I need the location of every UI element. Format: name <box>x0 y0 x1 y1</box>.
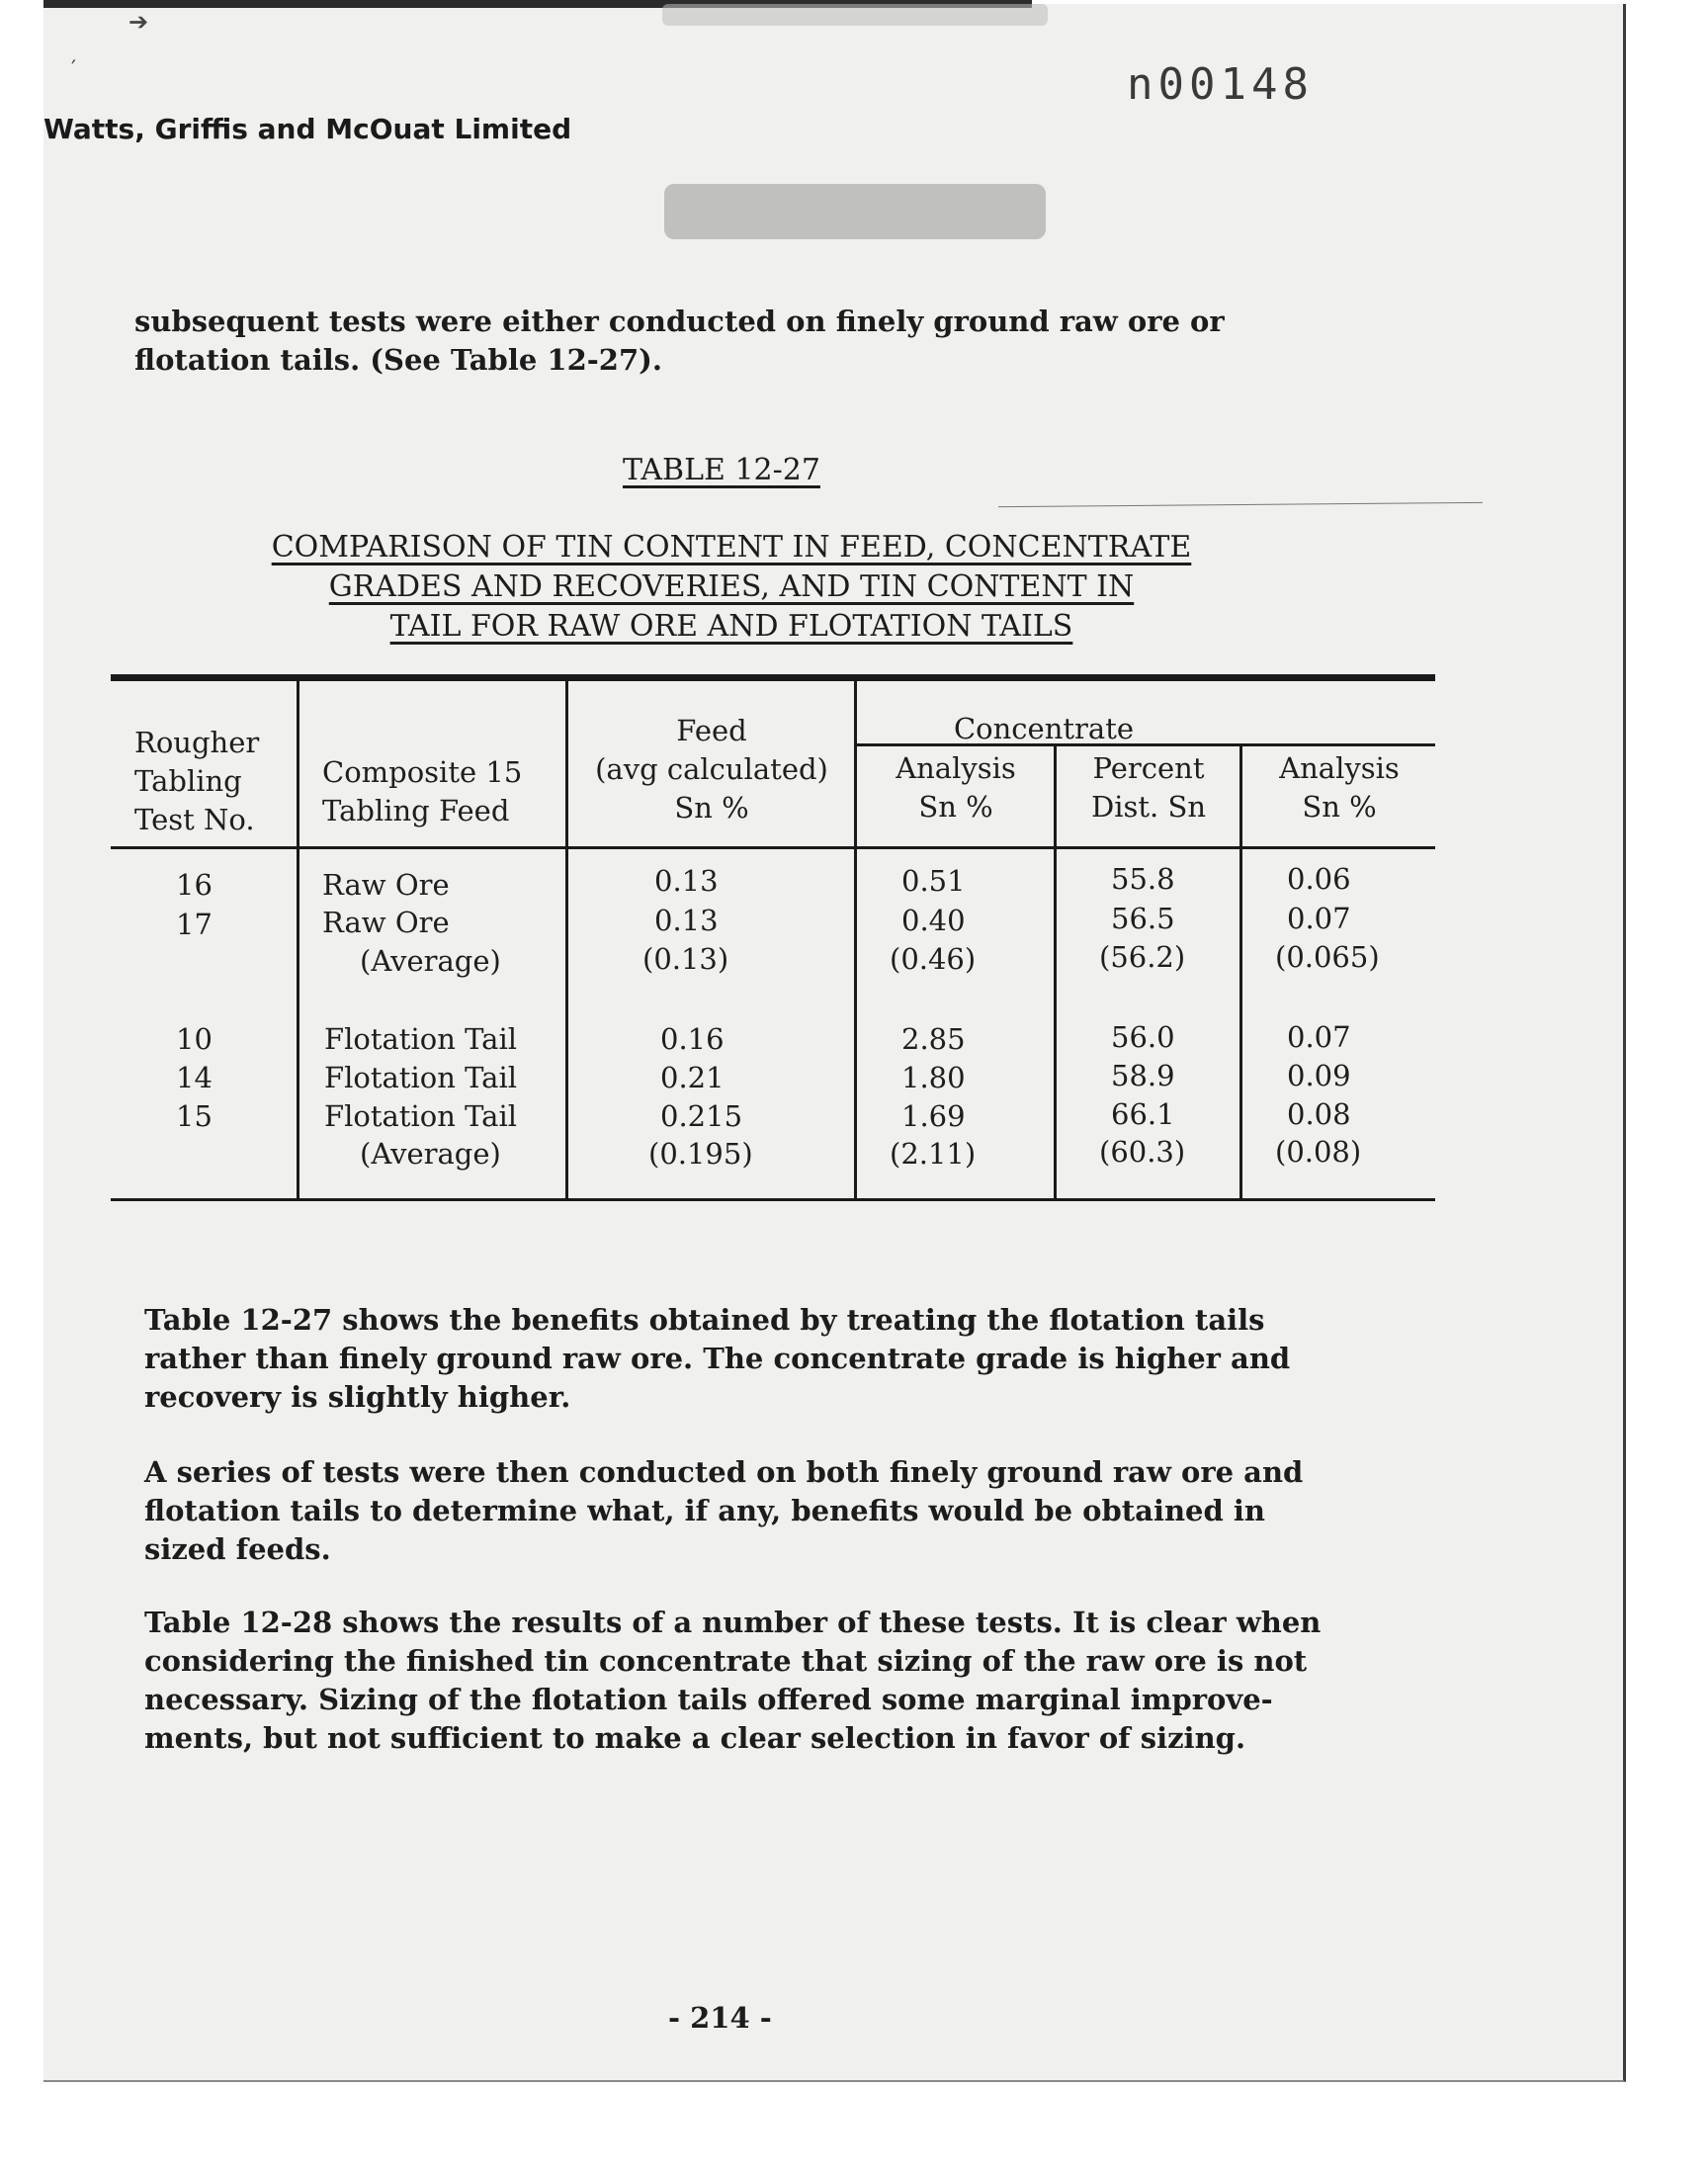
cell-conc: 0.40 <box>901 904 966 937</box>
cell-test: 16 <box>176 868 213 902</box>
scan-smudge <box>664 184 1046 239</box>
cell-conc: 2.85 <box>901 1022 966 1056</box>
header-tail-analysis <box>1243 749 1435 826</box>
body-line: Table 12-27 shows the benefits obtained by treating the flotation tails <box>144 1303 1265 1337</box>
document-number: n00148 <box>1127 59 1314 110</box>
header-text: Sn % <box>1302 790 1377 824</box>
column-divider <box>297 680 299 1200</box>
body-paragraph <box>144 1301 1290 1417</box>
body-line: A series of tests were then conducted on both finely ground raw ore and <box>144 1455 1304 1489</box>
cell-dist: 58.9 <box>1111 1059 1175 1092</box>
cell-feed-type: Raw Ore <box>322 906 450 939</box>
header-text: Sn % <box>918 790 993 824</box>
cell-dist: (56.2) <box>1099 940 1186 974</box>
header-text: Percent <box>1092 751 1205 785</box>
cell-feed-type: (Average) <box>360 944 501 978</box>
header-feed <box>569 712 854 827</box>
cell-tail: 0.09 <box>1287 1059 1351 1092</box>
cell-feed-type: Raw Ore <box>322 868 450 902</box>
table-top-rule <box>111 674 1435 681</box>
cell-feed-type: Flotation Tail <box>324 1022 518 1056</box>
header-text: Tabling <box>134 764 242 798</box>
cell-feed-type: Flotation Tail <box>324 1099 518 1133</box>
column-divider <box>854 680 857 1200</box>
cell-tail: 0.06 <box>1287 862 1351 896</box>
table-title-line: COMPARISON OF TIN CONTENT IN FEED, CONCENTRATE <box>271 530 1192 565</box>
body-line: recovery is slightly higher. <box>144 1380 571 1414</box>
header-text: Sn % <box>674 791 749 825</box>
body-line: sized feeds. <box>144 1532 331 1566</box>
cell-dist: 55.8 <box>1111 862 1175 896</box>
cell-test: 15 <box>176 1099 213 1133</box>
company-letterhead: Watts, Griffis and McOuat Limited <box>43 113 572 145</box>
body-line: considering the finished tin concentrate that sizing of the raw ore is not <box>144 1644 1308 1678</box>
cell-conc: 1.80 <box>901 1061 966 1094</box>
cell-test: 17 <box>176 908 213 941</box>
cell-feed: 0.215 <box>660 1099 743 1133</box>
cell-tail: 0.07 <box>1287 902 1351 935</box>
cell-conc: (2.11) <box>890 1137 977 1171</box>
column-divider <box>1054 743 1057 1200</box>
header-text: Rougher <box>134 726 260 759</box>
header-text: Dist. Sn <box>1090 790 1207 824</box>
cell-tail: (0.08) <box>1275 1135 1362 1169</box>
body-line: Table 12-28 shows the results of a number of these tests. It is clear when <box>144 1606 1322 1639</box>
header-text: Composite 15 <box>322 755 523 789</box>
cell-feed: 0.21 <box>660 1061 725 1094</box>
arrow-mark-icon: ➔ <box>128 8 149 36</box>
table-title <box>198 528 1265 647</box>
table-number: TABLE 12-27 <box>623 453 820 487</box>
header-text: (avg calculated) <box>595 752 828 786</box>
cell-feed: 0.16 <box>660 1022 725 1056</box>
page-number: - 214 - <box>668 2001 772 2035</box>
column-divider <box>565 680 568 1200</box>
table-title-line: GRADES AND RECOVERIES, AND TIN CONTENT IN <box>328 569 1135 604</box>
body-line: rather than finely ground raw ore. The concentrate grade is higher and <box>144 1342 1291 1375</box>
header-conc-analysis <box>858 749 1054 826</box>
body-line: ments, but not sufficient to make a clear selection in favor of sizing. <box>144 1721 1246 1755</box>
intro-paragraph <box>134 303 1225 380</box>
header-bottom-rule <box>111 846 1435 849</box>
cell-conc: 0.51 <box>901 864 966 898</box>
cell-dist: 56.5 <box>1111 902 1175 935</box>
header-test-no <box>134 724 259 839</box>
body-line: flotation tails to determine what, if any, benefits would be obtained in <box>144 1494 1265 1527</box>
cell-feed: 0.13 <box>654 904 719 937</box>
cell-feed: (0.195) <box>648 1137 753 1171</box>
table-title-line: TAIL FOR RAW ORE AND FLOTATION TAILS <box>389 609 1073 644</box>
intro-line: flotation tails. (See Table 12-27). <box>134 343 662 377</box>
cell-conc: (0.46) <box>890 942 977 976</box>
header-text: Analysis <box>1279 751 1400 785</box>
cell-feed-type: Flotation Tail <box>324 1061 518 1094</box>
header-concentrate: Concentrate <box>953 712 1135 745</box>
cell-feed: 0.13 <box>654 864 719 898</box>
intro-line: subsequent tests were either conducted on finely ground raw ore or <box>134 304 1225 338</box>
cell-feed: (0.13) <box>642 942 729 976</box>
header-conc-dist <box>1058 749 1239 826</box>
header-text: Feed <box>676 714 747 747</box>
cell-tail: (0.065) <box>1275 940 1380 974</box>
header-feed-type <box>322 753 522 830</box>
body-line: necessary. Sizing of the flotation tails offered some marginal improve- <box>144 1683 1273 1716</box>
header-text: Tabling Feed <box>322 794 510 827</box>
header-text: Test No. <box>134 803 255 836</box>
cell-test: 10 <box>176 1022 213 1056</box>
body-paragraph <box>144 1453 1303 1569</box>
cell-dist: 66.1 <box>1111 1097 1175 1131</box>
scan-smudge-top <box>662 4 1048 26</box>
column-divider <box>1239 743 1242 1200</box>
header-text: Analysis <box>896 751 1016 785</box>
cell-conc: 1.69 <box>901 1099 966 1133</box>
cell-tail: 0.08 <box>1287 1097 1351 1131</box>
cell-feed-type: (Average) <box>360 1137 501 1171</box>
cell-dist: (60.3) <box>1099 1135 1186 1169</box>
cell-test: 14 <box>176 1061 213 1094</box>
pen-mark-icon: ′ <box>71 57 76 82</box>
cell-tail: 0.07 <box>1287 1020 1351 1054</box>
body-paragraph <box>144 1604 1321 1758</box>
cell-dist: 56.0 <box>1111 1020 1175 1054</box>
table-bottom-rule <box>111 1198 1435 1201</box>
